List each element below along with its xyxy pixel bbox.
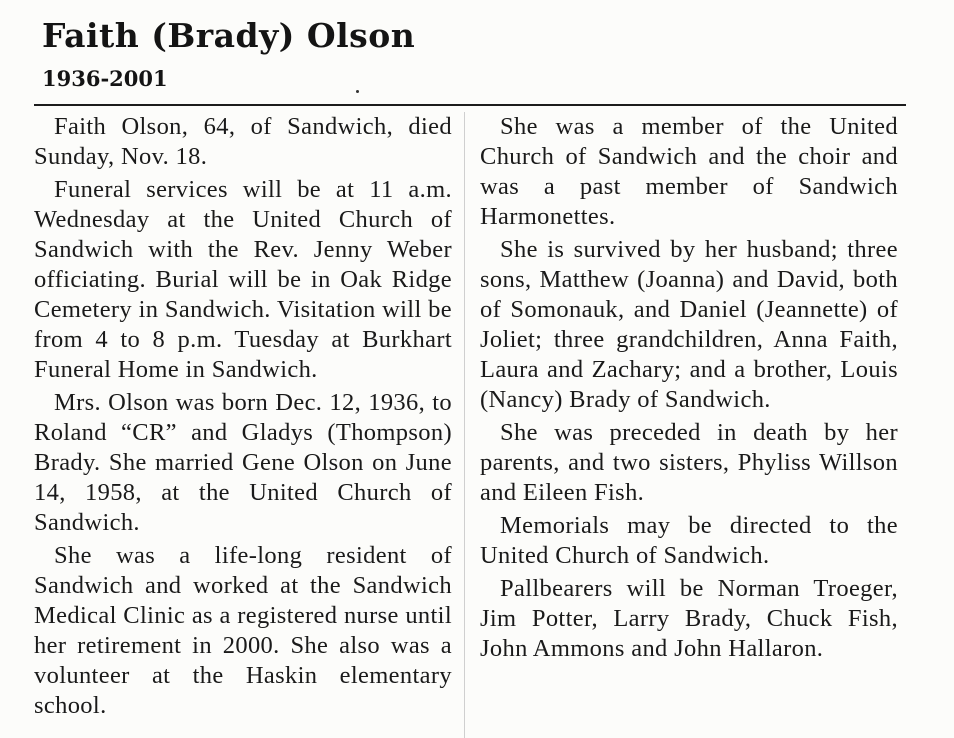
paragraph-career: She was a life-long resident of Sandwich and worked at the Sandwich Medical Clinic as a registered nurse until her retirement in 2000. She also was a volunteer at the Haskin elementary school. xyxy=(34,542,452,719)
print-speck xyxy=(356,90,359,93)
paragraph-memorials: Memorials may be directed to the United Church of Sandwich. xyxy=(480,512,898,569)
obituary-headline: Faith (Brady) Olson xyxy=(42,16,416,55)
column-divider xyxy=(464,112,465,738)
paragraph-services: Funeral services will be at 11 a.m. Wednesday at the United Church of Sandwich with the Rev. Jenny Weber officiating. Burial will be in Oak Ridge Cemetery in Sandwich. Visitation will be from 4 to 8 p.m. Tuesday at Burkhart Funeral Home in Sandwich. xyxy=(34,176,452,383)
paragraph-death-notice: Faith Olson, 64, of Sandwich, died Sunday, Nov. 18. xyxy=(34,113,452,170)
paragraph-birth-marriage: Mrs. Olson was born Dec. 12, 1936, to Roland “CR” and Gladys (Thompson) Brady. She married Gene Olson on June 14, 1958, at the United Church of Sandwich. xyxy=(34,389,452,536)
right-column xyxy=(480,112,898,667)
paragraph-survivors: She is survived by her husband; three sons, Matthew (Joanna) and David, both of Somonauk, and Daniel (Jeannette) of Joliet; three grandchildren, Anna Faith, Laura and Zachary; and a brother, Louis (Nancy) Brady of Sandwich. xyxy=(480,236,898,413)
paragraph-preceded: She was preceded in death by her parents, and two sisters, Phyliss Willson and Eileen Fish. xyxy=(480,419,898,506)
obituary-years: 1936-2001 xyxy=(42,66,168,91)
paragraph-pallbearers: Pallbearers will be Norman Troeger, Jim Potter, Larry Brady, Chuck Fish, John Ammons and John Hallaron. xyxy=(480,575,898,662)
paragraph-church-membership: She was a member of the United Church of Sandwich and the choir and was a past member of Sandwich Harmonettes. xyxy=(480,113,898,230)
header-rule xyxy=(34,104,906,106)
left-column xyxy=(34,112,452,724)
